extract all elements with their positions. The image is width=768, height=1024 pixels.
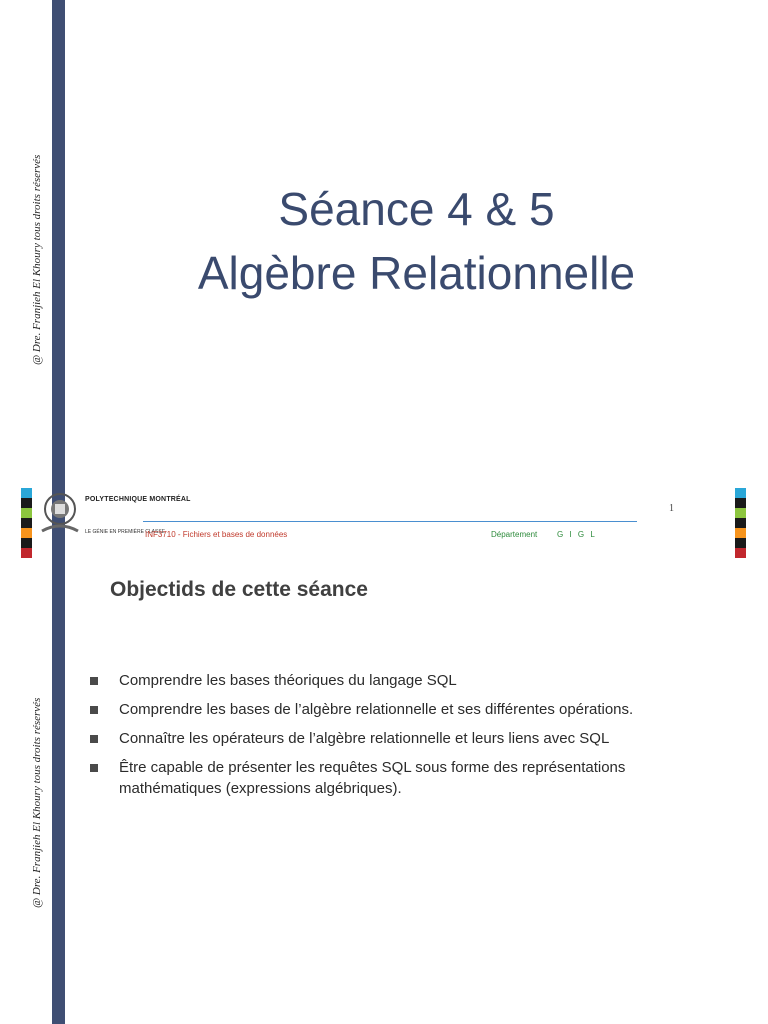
- header-divider: [143, 521, 637, 522]
- list-item: [90, 699, 730, 720]
- objectives-list: [90, 670, 730, 807]
- list-item-text: Comprendre les bases théoriques du langage SQL: [119, 672, 457, 689]
- color-stripe-left: [21, 488, 32, 558]
- bullet-square-icon: [90, 706, 98, 714]
- institution-tagline: LE GÉNIE EN PREMIÈRE CLASSE: [85, 529, 166, 535]
- list-item-text: Comprendre les bases de l’algèbre relationnelle et ses différentes opérations.: [119, 701, 634, 718]
- section-heading: Objectids de cette séance: [110, 578, 368, 601]
- course-title: INF3710 - Fichiers et bases de données: [145, 530, 288, 539]
- page-number: 1: [669, 503, 674, 514]
- list-item-text: Connaître les opérateurs de l’algèbre relationnelle et leurs liens avec SQL: [119, 730, 610, 747]
- polytechnique-seal-icon: [38, 491, 82, 537]
- bullet-square-icon: [90, 764, 98, 772]
- list-item: [90, 728, 730, 749]
- list-item: [90, 670, 730, 691]
- bullet-square-icon: [90, 677, 98, 685]
- copyright-note: @ Dre. Franjieh El Khoury tous droits réservés: [31, 154, 43, 365]
- institution-name: POLYTECHNIQUE MONTRÉAL: [85, 496, 191, 503]
- color-stripe-right: [735, 488, 746, 558]
- list-item-text: Être capable de présenter les requêtes SQL sous forme des représentations mathématiques (expressions algébriques).: [119, 759, 626, 797]
- bullet-square-icon: [90, 735, 98, 743]
- department-code: G I G L: [557, 530, 597, 539]
- copyright-note: @ Dre. Franjieh El Khoury tous droits réservés: [31, 697, 43, 908]
- slide-title-line-2: Algèbre Relationnelle: [197, 247, 636, 299]
- list-item: [90, 757, 730, 799]
- department-label: Département: [491, 530, 538, 539]
- slide-title-line-1: Séance 4 & 5: [278, 183, 555, 235]
